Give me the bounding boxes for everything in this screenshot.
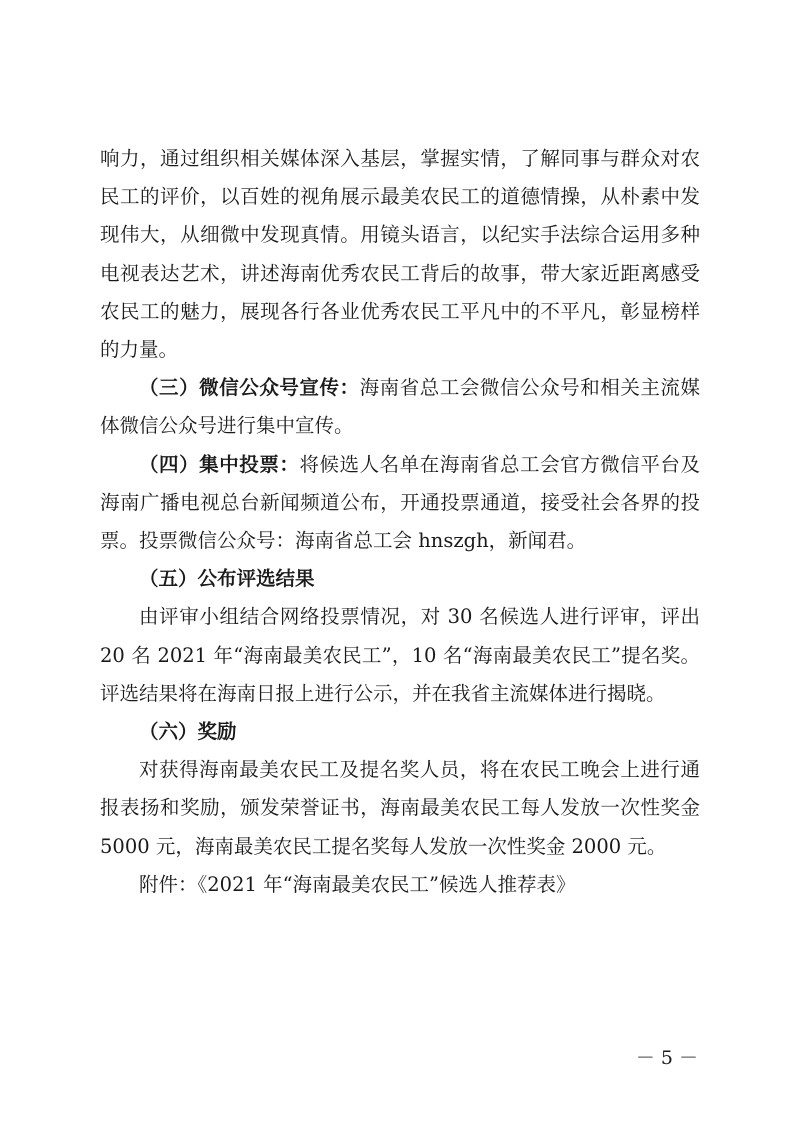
heading-wechat-promotion: （三）微信公众号宣传：	[139, 376, 360, 400]
paragraph-results: 由评审小组结合网络投票情况，对 30 名候选人进行评审，评出 20 名 2021 年“海南最美农民工”，10 名“海南最美农民工”提名奖。评选结果将在海南日报上进行公示，并在我省主流媒体进行揭晓。	[100, 605, 700, 705]
paragraph-rewards: 对获得海南最美农民工及提名奖人员，将在农民工晚会上进行通报表扬和奖励，颁发荣誉证书，海南最美农民工每人发放一次性奖金 5000 元，海南最美农民工提名奖每人发放一次性奖金 2000 元。	[100, 758, 700, 858]
heading-results: （五）公布评选结果	[139, 567, 315, 591]
heading-voting: （四）集中投票：	[139, 452, 300, 476]
heading-rewards: （六）奖励	[139, 720, 237, 744]
paragraph-voting	[100, 446, 700, 561]
page-number: － 5 －	[635, 1047, 698, 1069]
paragraph-media-coverage: 响力，通过组织相关媒体深入基层，掌握实情，了解同事与群众对农民工的评价，以百姓的视角展示最美农民工的道德情操，从朴素中发现伟大，从细微中发现真情。用镜头语言，以纪实手法综合运用多种电视表达艺术，讲述海南优秀农民工背后的故事，带大家近距离感受农民工的魅力，展现各行各业优秀农民工平凡中的不平凡，彰显榜样的力量。	[100, 147, 700, 362]
paragraph-attachment: 附件：《2021 年“海南最美农民工”候选人推荐表》	[139, 872, 576, 896]
paragraph-wechat-promotion	[100, 369, 700, 445]
text-voting: 将候选人名单在海南省总工会官方微信平台及海南广播电视总台新闻频道公布，开通投票通道，接受社会各界的投票。投票微信公众号：海南省总工会 hnszgh，新闻君。	[100, 452, 700, 553]
document-body	[100, 140, 700, 904]
text-wechat-promotion: 海南省总工会微信公众号和相关主流媒体微信公众号进行集中宣传。	[100, 376, 700, 438]
